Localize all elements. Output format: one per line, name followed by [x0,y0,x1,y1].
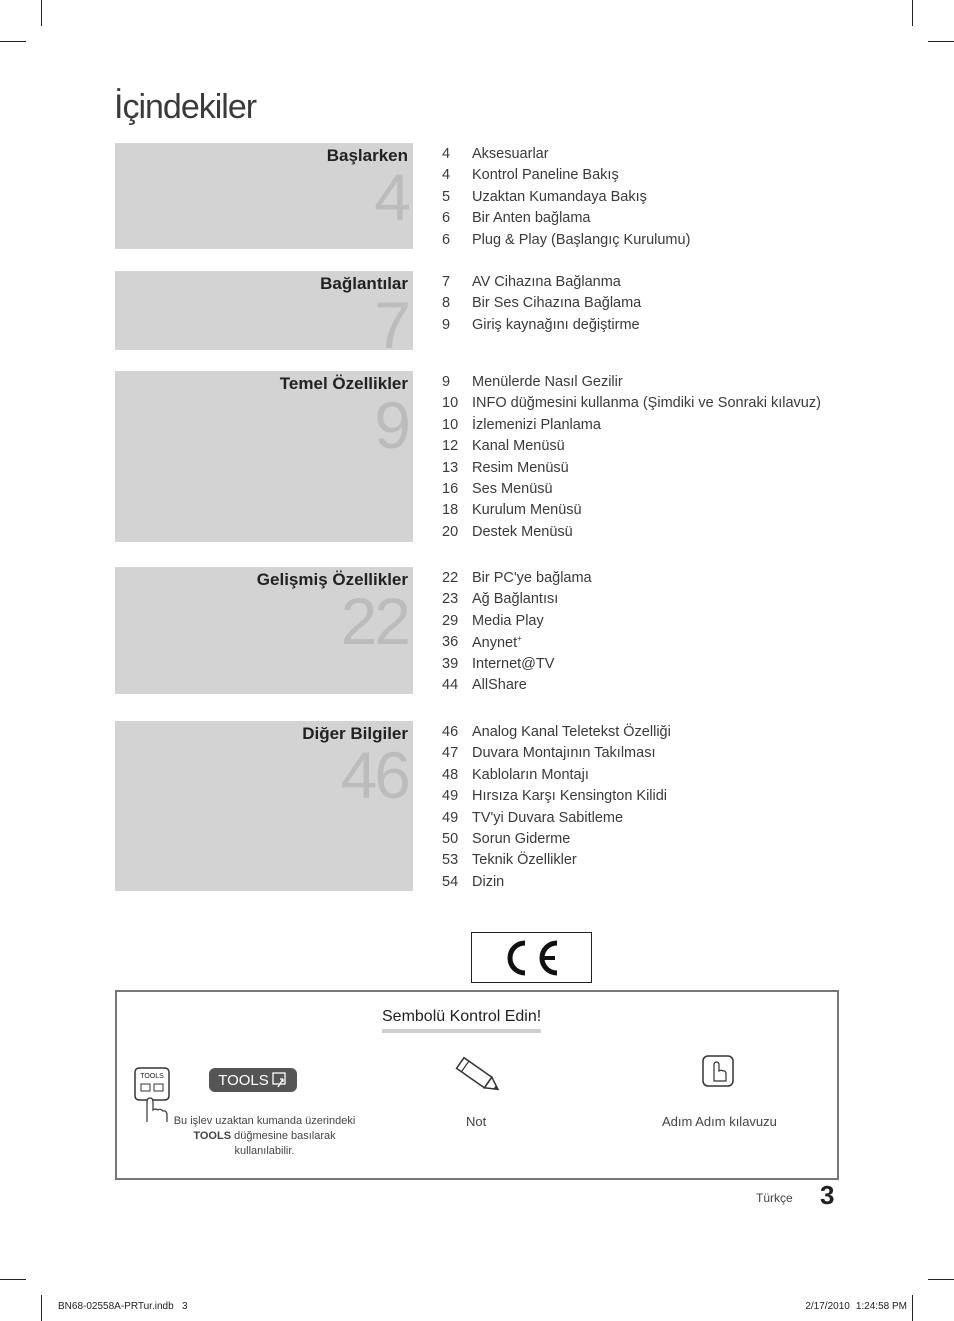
footer-page-number: 3 [820,1180,835,1210]
entry-page: 39 [442,655,459,672]
toc-entries [442,570,592,698]
toc-entry[interactable] [442,460,821,481]
print-file-info: BN68-02558A-PRTur.indb 3 [58,1301,188,1312]
toc-entry[interactable] [442,810,671,831]
toc-entry[interactable] [442,417,821,438]
entry-page: 9 [442,316,451,333]
toc-entry[interactable] [442,232,690,253]
remote-key-label: TOOLS [140,1073,164,1080]
entry-name: Giriş kaynağını değiştirme [472,316,640,333]
toc-entry[interactable] [442,788,671,809]
entry-name: İzlemenizi Planlama [472,416,601,433]
entry-name: Destek Menüsü [472,523,573,540]
entry-name: Bir Ses Cihazına Bağlama [472,295,642,312]
entry-name: Bir PC'ye bağlama [472,570,592,586]
ce-mark-icon [497,938,567,978]
section-number: 46 [340,738,408,812]
ce-mark [471,932,592,983]
crop-mark [0,41,26,42]
toc-entry[interactable] [442,634,592,655]
step-guide-label: Adım Adım kılavuzu [662,1114,777,1129]
toc-entry[interactable] [442,852,671,873]
section-title: Diğer Bilgiler [302,724,408,743]
entry-name: Uzaktan Kumandaya Bakış [472,188,647,205]
tools-caption [172,1114,357,1159]
entry-page: 7 [442,274,451,290]
entry-name: Menülerde Nasıl Gezilir [472,374,623,390]
entry-page: 22 [442,570,459,586]
toc-entry[interactable] [442,591,592,612]
note-label: Not [466,1114,487,1129]
section-box [115,371,413,542]
toc-entries [442,374,821,545]
entry-page: 12 [442,438,459,455]
toc-entry[interactable] [442,524,821,545]
toc-entry[interactable] [442,831,671,852]
entry-page: 23 [442,591,459,608]
print-time: 1:24:58 PM [855,1301,907,1312]
entry-name: Dizin [472,873,505,890]
entry-name: Kanal Menüsü [472,438,565,455]
entry-page: 54 [442,873,459,890]
toc-entry[interactable] [442,656,592,677]
toc-entry[interactable] [442,874,671,895]
entry-page: 6 [442,231,451,248]
toc-entry[interactable] [442,613,592,634]
tools-icon [272,1072,288,1088]
crop-mark [41,0,42,26]
toc-entry[interactable] [442,374,821,395]
section-title: Bağlantılar [320,274,408,293]
toc-entry[interactable] [442,481,821,502]
tools-button [209,1068,297,1092]
entry-page: 6 [442,210,451,227]
entry-name: Ağ Bağlantısı [472,591,559,608]
section-title: Temel Özellikler [279,374,408,393]
entry-name: Kontrol Paneline Bakış [472,167,619,184]
symbol-legend-panel [115,990,839,1180]
entry-name: Duvara Montajının Takılması [472,745,656,762]
entry-name: Plug & Play (Başlangıç Kurulumu) [472,231,691,248]
toc-entry[interactable] [442,295,641,316]
entry-name [472,634,522,655]
toc-entry[interactable] [442,767,671,788]
entry-page: 5 [442,188,451,205]
section-number: 4 [374,160,408,234]
entry-name-text: Anynet [472,635,518,651]
footer-language: Türkçe [756,1191,793,1205]
entry-page: 16 [442,480,459,497]
panel-heading: Sembolü Kontrol Edin! [382,1008,541,1033]
entry-name: TV'yi Duvara Sabitleme [472,809,624,826]
entry-page: 20 [442,523,459,540]
tools-caption-line1: Bu işlev uzaktan kumanda üzerindeki [173,1115,356,1127]
tools-caption-bold: TOOLS [193,1130,232,1142]
entry-page: 8 [442,295,451,312]
entry-page: 44 [442,676,459,693]
print-timestamp [799,1301,907,1312]
tools-caption-line2-rest: düğmesine basılarak [231,1130,336,1142]
entry-page: 47 [442,745,459,762]
entry-name: Hırsıza Karşı Kensington Kilidi [472,788,668,805]
entry-name: Aksesuarlar [472,146,549,162]
toc-entry[interactable] [442,210,690,231]
crop-mark [928,41,954,42]
crop-mark [0,1279,26,1280]
entry-name: AV Cihazına Bağlanma [472,274,621,290]
section-box [115,271,413,350]
toc-entry[interactable] [442,438,821,459]
toc-entries [442,146,690,253]
toc-entries [442,274,641,338]
entry-name: Kabloların Montajı [472,766,589,783]
section-box [115,567,413,694]
crop-mark [912,1295,913,1321]
section-number: 22 [340,584,408,658]
toc-entry[interactable] [442,274,641,295]
entry-page: 49 [442,809,459,826]
entry-page: 9 [442,374,451,390]
pencil-note-icon [450,1055,506,1097]
toc-entry[interactable] [442,146,690,167]
toc-entries [442,724,671,895]
entry-name: Resim Menüsü [472,459,569,476]
entry-page: 46 [442,724,459,740]
entry-page: 10 [442,416,459,433]
page-title: İçindekiler [114,88,257,126]
crop-mark [41,1295,42,1321]
entry-name: Sorun Giderme [472,830,571,847]
toc-entry[interactable] [442,677,592,698]
toc-entry[interactable] [442,189,690,210]
remote-tools-key-icon [133,1066,173,1124]
entry-name: Internet@TV [472,655,555,672]
toc-entry[interactable] [442,745,671,766]
entry-name: Teknik Özellikler [472,852,577,869]
entry-page: 53 [442,852,459,869]
entry-page: 49 [442,788,459,805]
entry-name: INFO düğmesini kullanma (Şimdiki ve Sonraki kılavuz) [472,395,821,412]
section-number: 7 [374,288,408,350]
entry-name: AllShare [472,676,527,693]
tools-caption-line2 [172,1129,357,1144]
crop-mark [928,1279,954,1280]
entry-page: 10 [442,395,459,412]
section-title: Gelişmiş Özellikler [256,570,408,589]
entry-page: 48 [442,766,459,783]
entry-page: 36 [442,634,459,651]
tools-caption-line3: kullanılabilir. [234,1145,295,1157]
entry-page: 13 [442,459,459,476]
section-box [115,143,413,249]
toc-entry[interactable] [442,570,592,591]
print-date: 2/17/2010 [805,1301,850,1312]
entry-name: Ses Menüsü [472,480,553,497]
entry-page: 18 [442,502,459,519]
crop-mark [912,0,913,26]
entry-name: Media Play [472,612,544,629]
entry-name: Kurulum Menüsü [472,502,582,519]
entry-page: 4 [442,167,451,184]
toc-entry[interactable] [442,502,821,523]
entry-name: Analog Kanal Teletekst Özelliği [472,724,671,740]
section-box [115,721,413,891]
entry-superscript: + [517,634,522,644]
toc-entry[interactable] [442,167,690,188]
entry-page: 29 [442,612,459,629]
tools-button-label: TOOLS [218,1071,269,1089]
toc-entry[interactable] [442,395,821,416]
entry-page: 4 [442,146,451,162]
entry-page: 50 [442,830,459,847]
section-title: Başlarken [326,146,408,165]
entry-name: Bir Anten bağlama [472,210,591,227]
toc-entry[interactable] [442,724,671,745]
toc-entry[interactable] [442,317,641,338]
step-guide-icon [701,1054,735,1088]
section-number: 9 [374,388,408,462]
